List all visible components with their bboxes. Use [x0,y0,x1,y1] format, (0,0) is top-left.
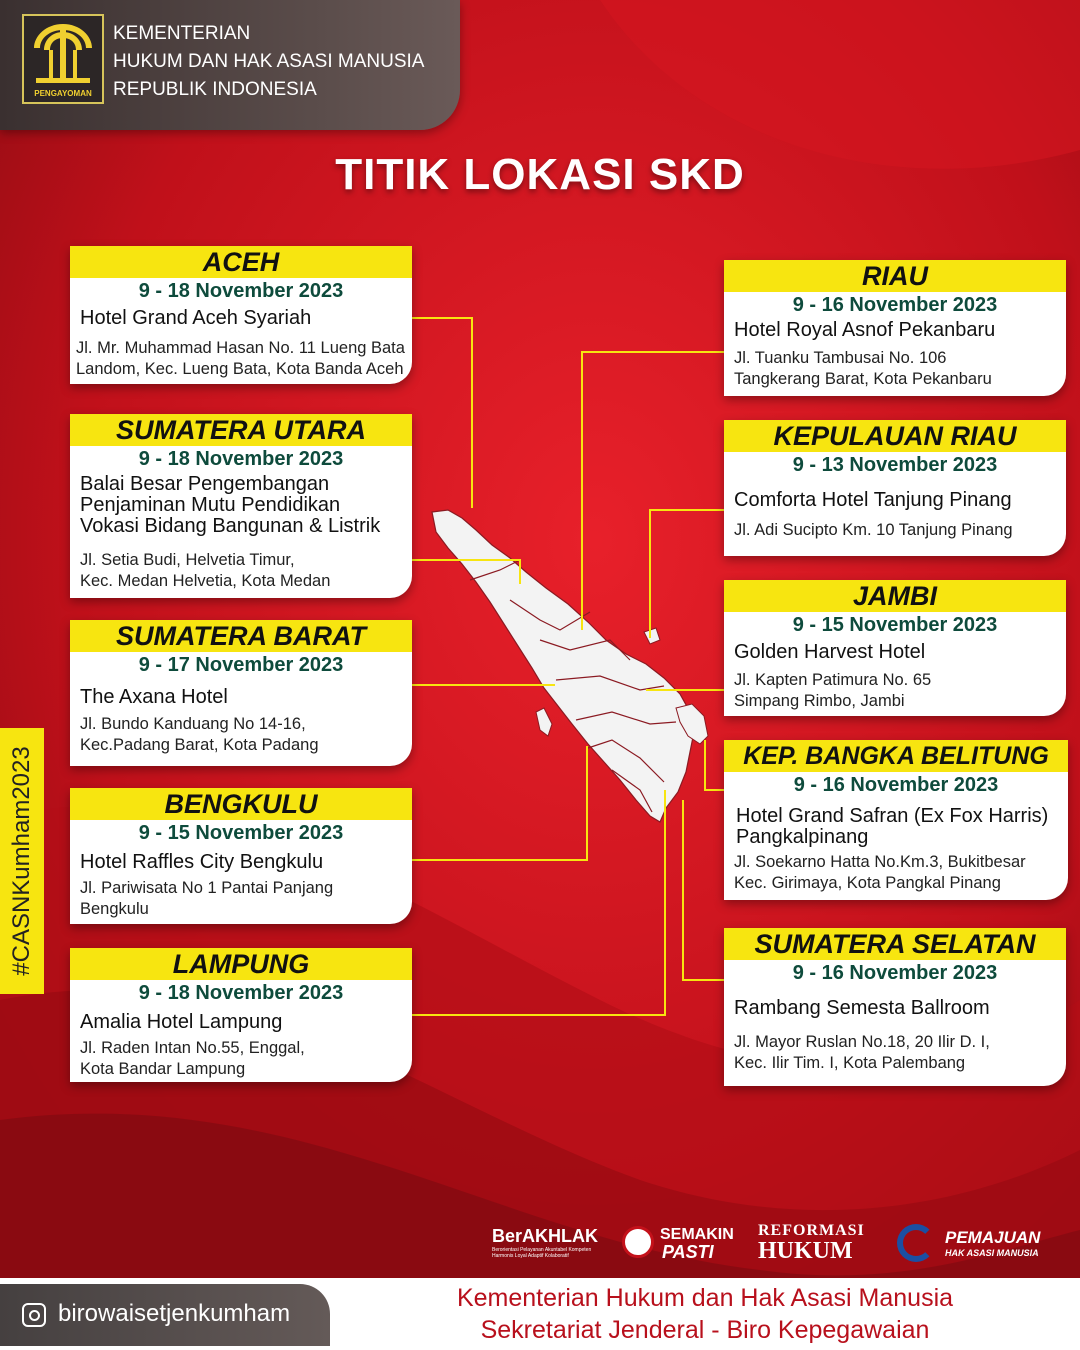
event-date: 9 - 13 November 2023 [792,454,998,476]
logo-reformasi-hukum [758,1218,880,1268]
logo-pemajuan-ham [895,1218,1065,1268]
province-title: KEPULAUAN RIAU [724,420,1066,452]
address-line-1: Jl. Mr. Muhammad Hasan No. 11 Lueng Bata [76,339,405,357]
address-line-1: Jl. Setia Budi, Helvetia Timur, [80,551,295,569]
address-line-2: Bengkulu [80,900,149,918]
province-title: BENGKULU [70,788,412,820]
event-date: 9 - 18 November 2023 [138,448,344,470]
location-card-aceh [70,246,412,384]
semakin-text: SEMAKIN [660,1226,734,1243]
venue-line-2: Penjaminan Mutu Pendidikan [80,494,341,516]
address-line-2: Kec. Girimaya, Kota Pangkal Pinang [734,874,1001,892]
address-line-1: Jl. Mayor Ruslan No.18, 20 Ilir D. I, [734,1033,990,1051]
address-line-2: Landom, Kec. Lueng Bata, Kota Banda Aceh [76,360,404,378]
event-date: 9 - 17 November 2023 [138,654,344,676]
event-date: 9 - 16 November 2023 [792,962,998,984]
location-card-sumatera-barat [70,620,412,766]
province-title: LAMPUNG [70,948,412,980]
pasti-text: PASTI [662,1242,714,1262]
venue-name: Hotel Raffles City Bengkulu [80,851,324,873]
location-card-bengkulu [70,788,412,924]
hashtag-banner [0,728,44,994]
venue-address [734,1032,1062,1074]
pemajuan-text: PEMAJUAN [945,1228,1041,1247]
venue-line-3: Vokasi Bidang Bangunan & Listrik [80,515,381,537]
venue-name [80,474,408,537]
address-line-2: Kec.Padang Barat, Kota Padang [80,736,319,754]
address-line-1: Jl. Pariwisata No 1 Pantai Panjang [80,879,334,897]
venue-address [80,1038,408,1080]
venue-name: Rambang Semesta Ballroom [734,997,990,1019]
event-date: 9 - 18 November 2023 [138,982,344,1004]
venue-name: Comforta Hotel Tanjung Pinang [734,489,1012,511]
location-card-kepulauan-riau [724,420,1066,556]
event-date: 9 - 16 November 2023 [793,774,999,796]
event-date: 9 - 16 November 2023 [792,294,998,316]
venue-name: Amalia Hotel Lampung [80,1011,283,1033]
venue-line-1: Balai Besar Pengembangan [80,473,330,495]
address-line-2: Simpang Rimbo, Jambi [734,692,905,710]
footer-org-line-2: Sekretariat Jenderal - Biro Kepegawaian [480,1316,930,1344]
address-line-1: Jl. Soekarno Hatta No.Km.3, Bukitbesar [734,853,1026,871]
address-line-1: Jl. Kapten Patimura No. 65 [734,671,932,689]
berakhlak-wordmark: BerAKHLAK [492,1226,599,1246]
berakhlak-tagline-1: Berorientasi Pelayanan Akuntabel Kompeten [492,1247,592,1253]
hukum-text: HUKUM [758,1238,853,1264]
venue-address [734,670,1062,712]
venue-line-1: Hotel Grand Safran (Ex Fox Harris) [736,805,1049,827]
address-line-1: Jl. Tuanku Tambusai No. 106 [734,349,947,367]
location-card-riau [724,260,1066,396]
ministry-line-3: REPUBLIK INDONESIA [113,79,317,100]
reformasi-text: REFORMASI [758,1222,865,1239]
province-title: KEP. BANGKA BELITUNG [724,740,1068,772]
instagram-handle: birowaisetjenkumham [58,1300,291,1327]
riau-islands-shape [644,628,660,644]
province-title: SUMATERA SELATAN [724,928,1066,960]
venue-name [736,806,1068,848]
province-title: ACEH [70,246,412,278]
venue-name: The Axana Hotel [80,686,228,708]
pemajuan-swoosh-icon [897,1224,935,1262]
instagram-icon [22,1303,46,1327]
address-line-2: Tangkerang Barat, Kota Pekanbaru [734,370,992,388]
venue-address [80,714,408,756]
venue-name: Hotel Grand Aceh Syariah [80,307,312,329]
venue-address [80,550,408,592]
footer-org-line-1: Kementerian Hukum dan Hak Asasi Manusia [456,1284,954,1312]
location-card-sumatera-selatan [724,928,1066,1086]
location-card-bangka-belitung [724,740,1068,900]
event-date: 9 - 15 November 2023 [138,822,344,844]
ministry-line-2: HUKUM DAN HAK ASASI MANUSIA [113,51,425,72]
logo-berakhlak [492,1218,612,1268]
address-line-1: Jl. Raden Intan No.55, Enggal, [80,1039,305,1057]
venue-address [734,520,1062,541]
address-line-2: Kec. Medan Helvetia, Kota Medan [80,572,331,590]
hashtag-text: #CASNKumham2023 [8,746,35,976]
venue-address [80,878,408,920]
semakin-pasti-emblem-icon [622,1226,654,1258]
address-line-2: Kec. Ilir Tim. I, Kota Palembang [734,1054,966,1072]
pemajuan-subtext: HAK ASASI MANUSIA [945,1248,1039,1258]
event-date: 9 - 18 November 2023 [138,280,344,302]
venue-name: Golden Harvest Hotel [734,641,926,663]
venue-address [734,852,1064,894]
venue-line-2: Pangkalpinang [736,826,869,848]
sumatra-island-shape [432,510,694,822]
venue-address [734,348,1062,390]
venue-name: Hotel Royal Asnof Pekanbaru [734,319,996,341]
siberut-island-shape [536,708,552,736]
venue-address [76,338,408,380]
province-title: JAMBI [724,580,1066,612]
province-title: RIAU [724,260,1066,292]
logo-caption: PENGAYOMAN [34,89,92,98]
address-line-1: Jl. Adi Sucipto Km. 10 Tanjung Pinang [734,521,1013,539]
location-card-sumatera-utara [70,414,412,598]
province-title: SUMATERA BARAT [70,620,412,652]
location-card-jambi [724,580,1066,716]
logo-semakin-pasti [620,1218,745,1268]
location-card-lampung [70,948,412,1082]
event-date: 9 - 15 November 2023 [792,614,998,636]
berakhlak-tagline-2: Harmonis Loyal Adaptif Kolaboratif [492,1253,569,1259]
province-title: SUMATERA UTARA [70,414,412,446]
address-line-1: Jl. Bundo Kanduang No 14-16, [80,715,306,733]
address-line-2: Kota Bandar Lampung [80,1060,246,1078]
ministry-line-1: KEMENTERIAN [113,23,251,44]
page-title: TITIK LOKASI SKD [335,150,745,199]
instagram-badge[interactable] [0,1284,330,1346]
